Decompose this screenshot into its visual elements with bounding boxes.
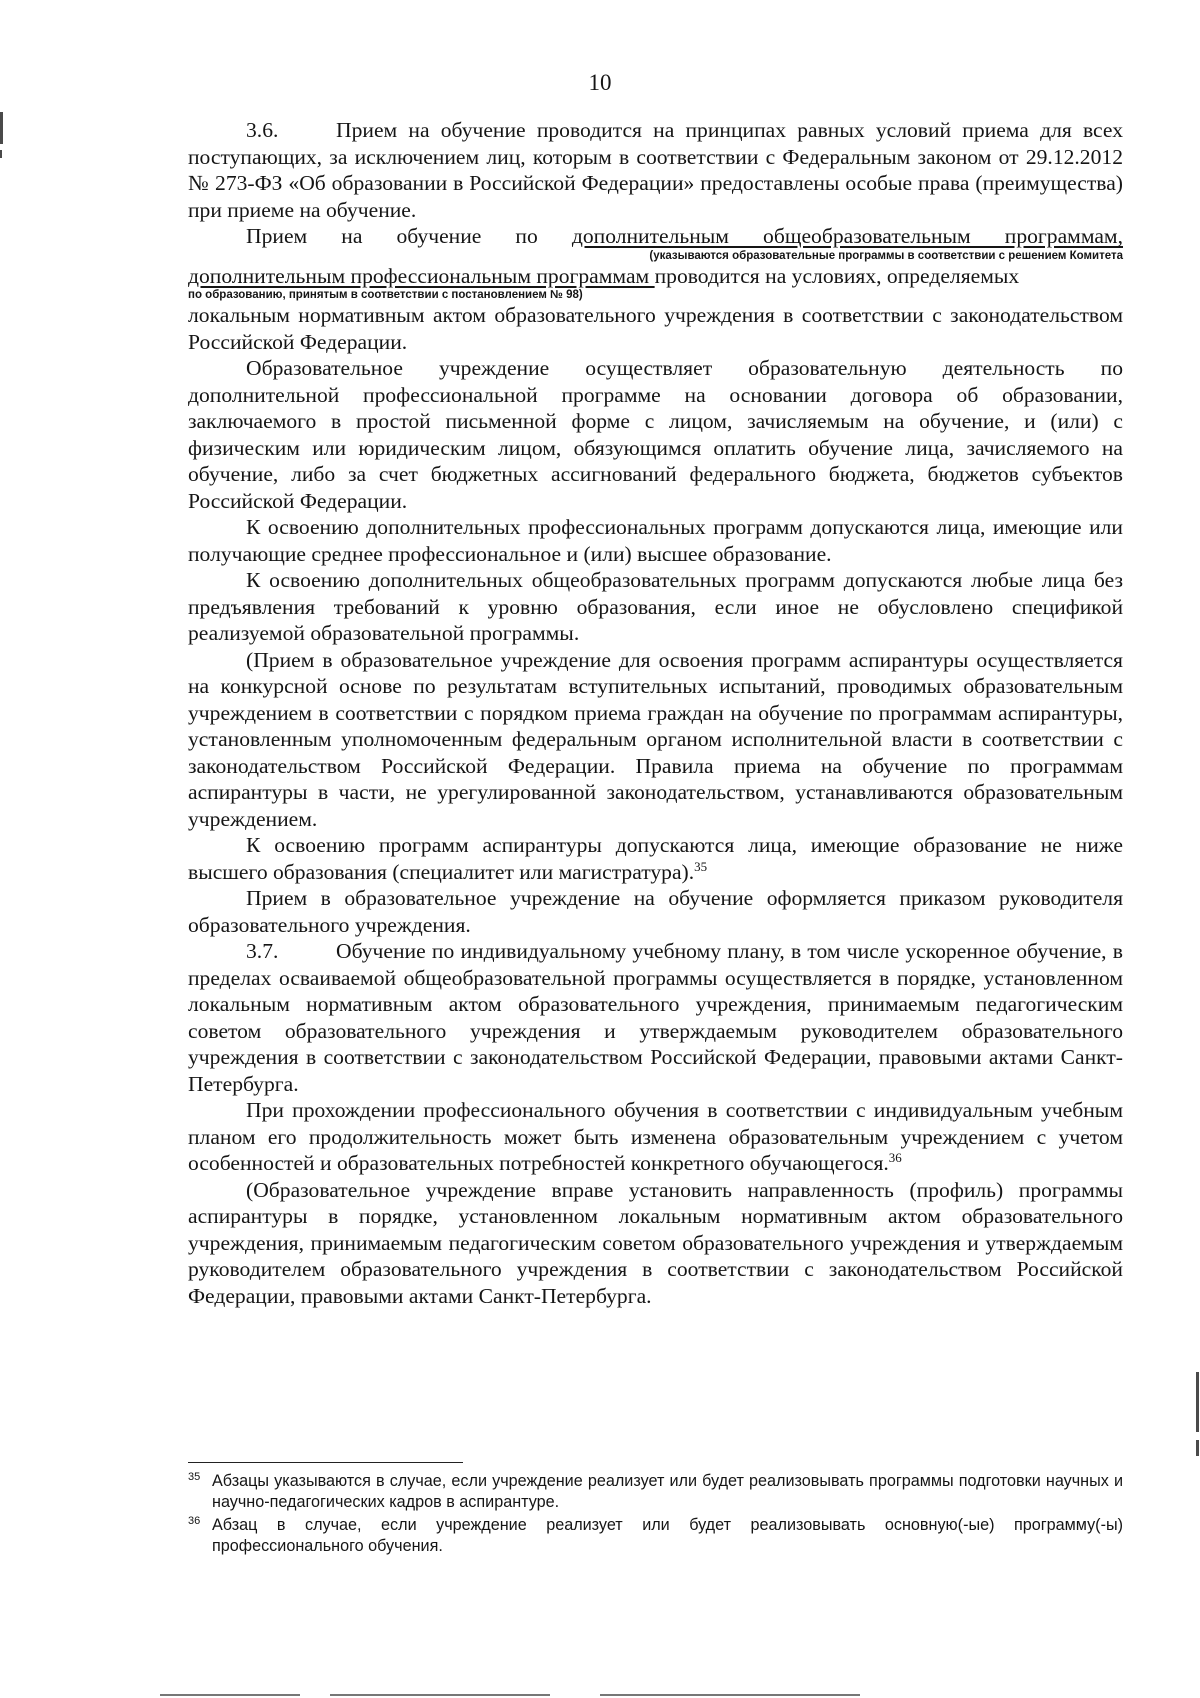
paragraph-text: При прохождении профессионального обучения в соответствии с индивидуальным учебным планом его продолжительность может быть изменена образовательным учреждением с учетом особенностей и образовательных потребностей конкретного обучающегося.: [188, 1098, 1123, 1175]
section-number: 3.6.: [246, 118, 279, 142]
paragraph-text: Прием на обучение проводится на принципах равных условий приема для всех поступающих, за исключением лиц, которым в соответствии с Федеральным законом от 29.12.2012 № 273-ФЗ «Об образовании в Российской Федерации» предоставлены особые права (преимущества) при приеме на обучение.: [188, 118, 1123, 222]
footnote-reference: 36: [888, 1149, 902, 1165]
footnote-mark: 35: [188, 1471, 201, 1483]
paragraph: [188, 355, 1123, 514]
scan-edge-mark: [0, 112, 3, 144]
line-text: Прием на обучение по: [246, 224, 572, 248]
footnote-text: Абзацы указываются в случае, если учреждение реализует или будет реализовывать программы подготовки научных и научно-педагогических кадров в аспирантуре.: [212, 1472, 1123, 1511]
footnote-text: Абзац в случае, если учреждение реализует или будет реализовывать основную(-ые) программу(-ы) профессионального обучения.: [212, 1516, 1123, 1555]
paragraph: [188, 1177, 1123, 1310]
form-line: [188, 223, 1123, 250]
paragraph-text: (Прием в образовательное учреждение для освоения программ аспирантуры осуществляется на конкурсной основе по результатам вступительных испытаний, проводимых образовательным учреждением в соответствии с порядком приема граждан на обучение по программам аспирантуры, установленным уполномоченным федеральным органом исполнительной власти в соответствии с законодательством Российской Федерации. Правила приема на обучение по программам аспирантуры в части, не урегулированной законодательством, устанавливаются образовательным учреждением.: [188, 647, 1123, 831]
paragraph-text: Обучение по индивидуальному учебному плану, в том числе ускоренное обучение, в пределах осваиваемой общеобразовательной программы осуществляется в порядке, установленном локальным нормативным актом образовательного учреждения, принимаемым педагогическим советом образовательного учреждения и утверждаемым руководителем образовательного учреждения в соответствии с законодательством Российской Федерации, правовыми актами Санкт-Петербурга.: [188, 939, 1123, 1096]
scan-edge-mark: [1196, 1440, 1199, 1456]
paragraph: [188, 647, 1123, 833]
footnotes: [188, 1471, 1123, 1557]
paragraph: [188, 938, 1123, 1097]
form-line: [188, 263, 1123, 290]
scan-edge-mark: [1196, 1372, 1199, 1432]
paragraph-text: К освоению дополнительных профессиональных программ допускаются лица, имеющие или получающие среднее профессиональное и (или) высшее образование.: [188, 515, 1123, 566]
footnote-mark: 36: [188, 1515, 201, 1527]
section-number: 3.7.: [246, 939, 279, 963]
scan-edge-mark: [330, 1694, 550, 1696]
paragraph: [188, 514, 1123, 567]
paragraph: [188, 567, 1123, 647]
underlined-fill-text: дополнительным общеобразовательным программам,: [571, 224, 1123, 248]
scan-edge-mark: [600, 1694, 860, 1696]
footnote: [188, 1515, 1123, 1557]
paragraph: [188, 885, 1123, 938]
footnote-reference: 35: [694, 858, 708, 874]
scan-edge-mark: [0, 150, 2, 158]
document-body: [188, 117, 1123, 1309]
paragraph: [188, 117, 1123, 223]
paragraph-text: Прием в образовательное учреждение на обучение оформляется приказом руководителя образовательного учреждения.: [188, 886, 1123, 937]
paragraph-text: Образовательное учреждение осуществляет образовательную деятельность по дополнительной профессиональной программе на основании договора об образовании, заключаемого в простой письменной форме с лицом, зачисляемым на обучение, и (или) с физическим или юридическим лицом, обязующимся оплатить обучение лица, зачисляемого на обучение, либо за счет бюджетных ассигнований федерального бюджета, бюджетов субъектов Российской Федерации.: [188, 356, 1123, 513]
line-text: проводится на условиях, определяемых: [654, 263, 1020, 288]
underlined-fill-text: дополнительным профессиональным программам: [188, 263, 655, 288]
paragraph-text: локальным нормативным актом образовательного учреждения в соответствии с законодательством Российской Федерации.: [188, 303, 1123, 354]
paragraph-text: К освоению программ аспирантуры допускаются лица, имеющие образование не ниже высшего образования (специалитет или магистратура).: [188, 833, 1123, 884]
paragraph-text: (Образовательное учреждение вправе установить направленность (профиль) программы аспирантуры в порядке, установленном локальным нормативным актом образовательного учреждения, принимаемым педагогическим советом образовательного учреждения и утверждаемым руководителем образовательного учреждения в соответствии с законодательством Российской Федерации, правовыми актами Санкт-Петербурга.: [188, 1177, 1123, 1308]
paragraph: [188, 302, 1123, 355]
footnote-separator: [188, 1462, 463, 1463]
paragraph-text: К освоению дополнительных общеобразовательных программ допускаются любые лица без предъявления требований к уровню образования, если иное не обусловлено спецификой реализуемой образовательной программы.: [188, 568, 1123, 645]
paragraph: [188, 1097, 1123, 1177]
footnote: [188, 1471, 1123, 1513]
form-hint-note: (указываются образовательные программы в соответствии с решением Комитета: [649, 249, 1123, 262]
scan-edge-mark: [160, 1694, 300, 1696]
paragraph: [188, 832, 1123, 885]
form-hint-note: по образованию, принятым в соответствии с постановлением № 98): [188, 289, 583, 301]
page-number: 10: [588, 70, 612, 95]
